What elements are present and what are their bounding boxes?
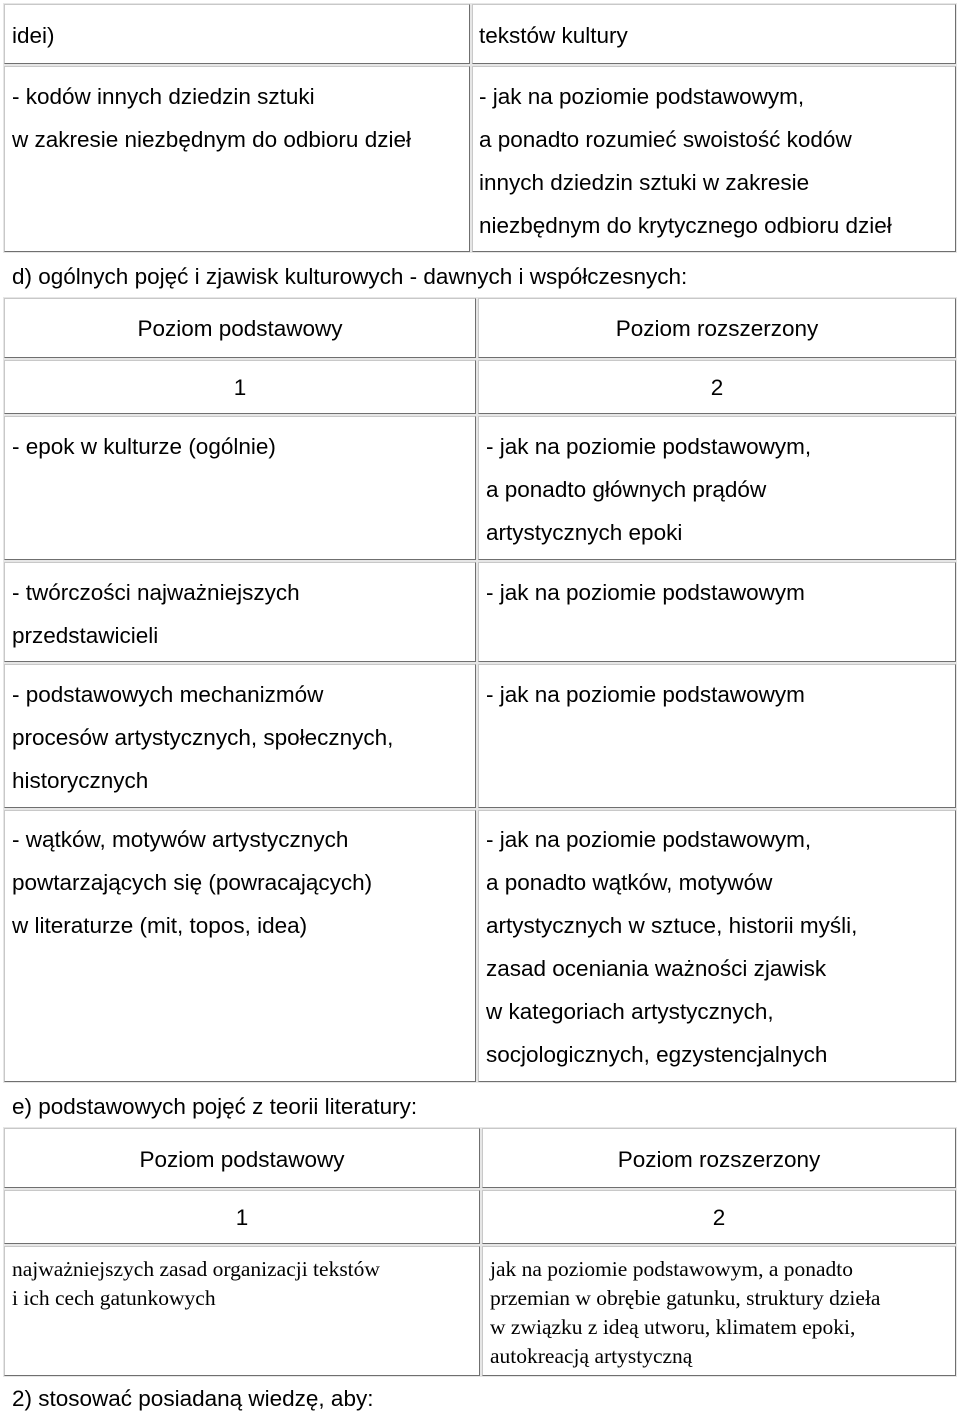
section-e-num-left: 1 [235,1205,249,1230]
section-e-row-right: jak na poziomie podstawowym, a ponadto przemian w obrębie gatunku, struktury dzieła w związku z ideą utworu, klimatem epoki, autokreacją artystyczną [490,1257,881,1368]
section-d-heading: d) ogólnych pojęć i zjawisk kulturowych - dawnych i współczesnych: [12,264,688,289]
section-e-heading: e) podstawowych pojęć z teorii literatury: [12,1094,418,1119]
top-row2-right-text: - jak na poziomie podstawowym, a ponadto rozumieć swoistość kodów innych dziedzin sztuki w zakresie niezbędnym do krytycznego odbioru dzieł [479,84,892,238]
top-row1-right-cell [472,4,956,64]
section-d-row2-right-cell [478,562,956,662]
section-d-row4-left-cell [4,810,476,1082]
section-e-header-right-cell [482,1128,956,1188]
section-d-row2-right: - jak na poziomie podstawowym [486,580,805,605]
section-d-row3-left: - podstawowych mechanizmów procesów artystycznych, społecznych, historycznych [12,682,394,793]
section-d-row4-right: - jak na poziomie podstawowym, a ponadto wątków, motywów artystycznych w sztuce, historii myśli, zasad oceniania ważności zjawisk w kategoriach artystycznych, socjologicznych, egzystencjalnych [486,827,858,1067]
section-e-row-left: najważniejszych zasad organizacji tekstów i ich cech gatunkowych [12,1257,380,1310]
section-d-num-right: 2 [710,375,724,400]
section-e-row-right-cell [482,1246,956,1376]
section-d-row2-left: - twórczości najważniejszych przedstawicieli [12,580,300,648]
top-row2-left-cell [4,66,470,252]
section-d-num-left-cell [4,360,476,414]
section-d-header-right: Poziom rozszerzony [615,316,819,341]
section-d-row4-left: - wątków, motywów artystycznych powtarzających się (powracających) w literaturze (mit, topos, idea) [12,827,373,938]
section-d-row1-right: - jak na poziomie podstawowym, a ponadto głównych prądów artystycznych epoki [486,434,812,545]
section-d-row1-left-cell [4,416,476,560]
section-d-header-right-cell [478,298,956,358]
section-d-header-left: Poziom podstawowy [137,316,343,341]
section-d-num-right-cell [478,360,956,414]
section-e-header-right: Poziom rozszerzony [617,1147,821,1172]
footer-heading: 2) stosować posiadaną wiedzę, aby: [12,1386,374,1411]
section-d-row1-right-cell [478,416,956,560]
top-row2-right-cell [472,66,956,252]
top-row1-left-text: idei) [12,23,55,48]
section-d-row3-right: - jak na poziomie podstawowym [486,682,805,707]
section-e-header-left-cell [4,1128,480,1188]
top-row1-left-cell [4,4,470,64]
section-d-row3-left-cell [4,664,476,808]
section-d-row4-right-cell [478,810,956,1082]
section-d-row1-left: - epok w kulturze (ogólnie) [12,434,276,459]
section-e-num-left-cell [4,1190,480,1244]
section-d-row2-left-cell [4,562,476,662]
section-e-num-right-cell [482,1190,956,1244]
section-e-row-left-cell [4,1246,480,1376]
section-d-num-left: 1 [233,375,247,400]
section-d-row3-right-cell [478,664,956,808]
section-e-header-left: Poziom podstawowy [139,1147,345,1172]
top-row2-left-text: - kodów innych dziedzin sztuki w zakresie niezbędnym do odbioru dzieł [12,84,411,152]
section-e-num-right: 2 [712,1205,726,1230]
top-row1-right-text: tekstów kultury [479,23,628,48]
section-d-header-left-cell [4,298,476,358]
